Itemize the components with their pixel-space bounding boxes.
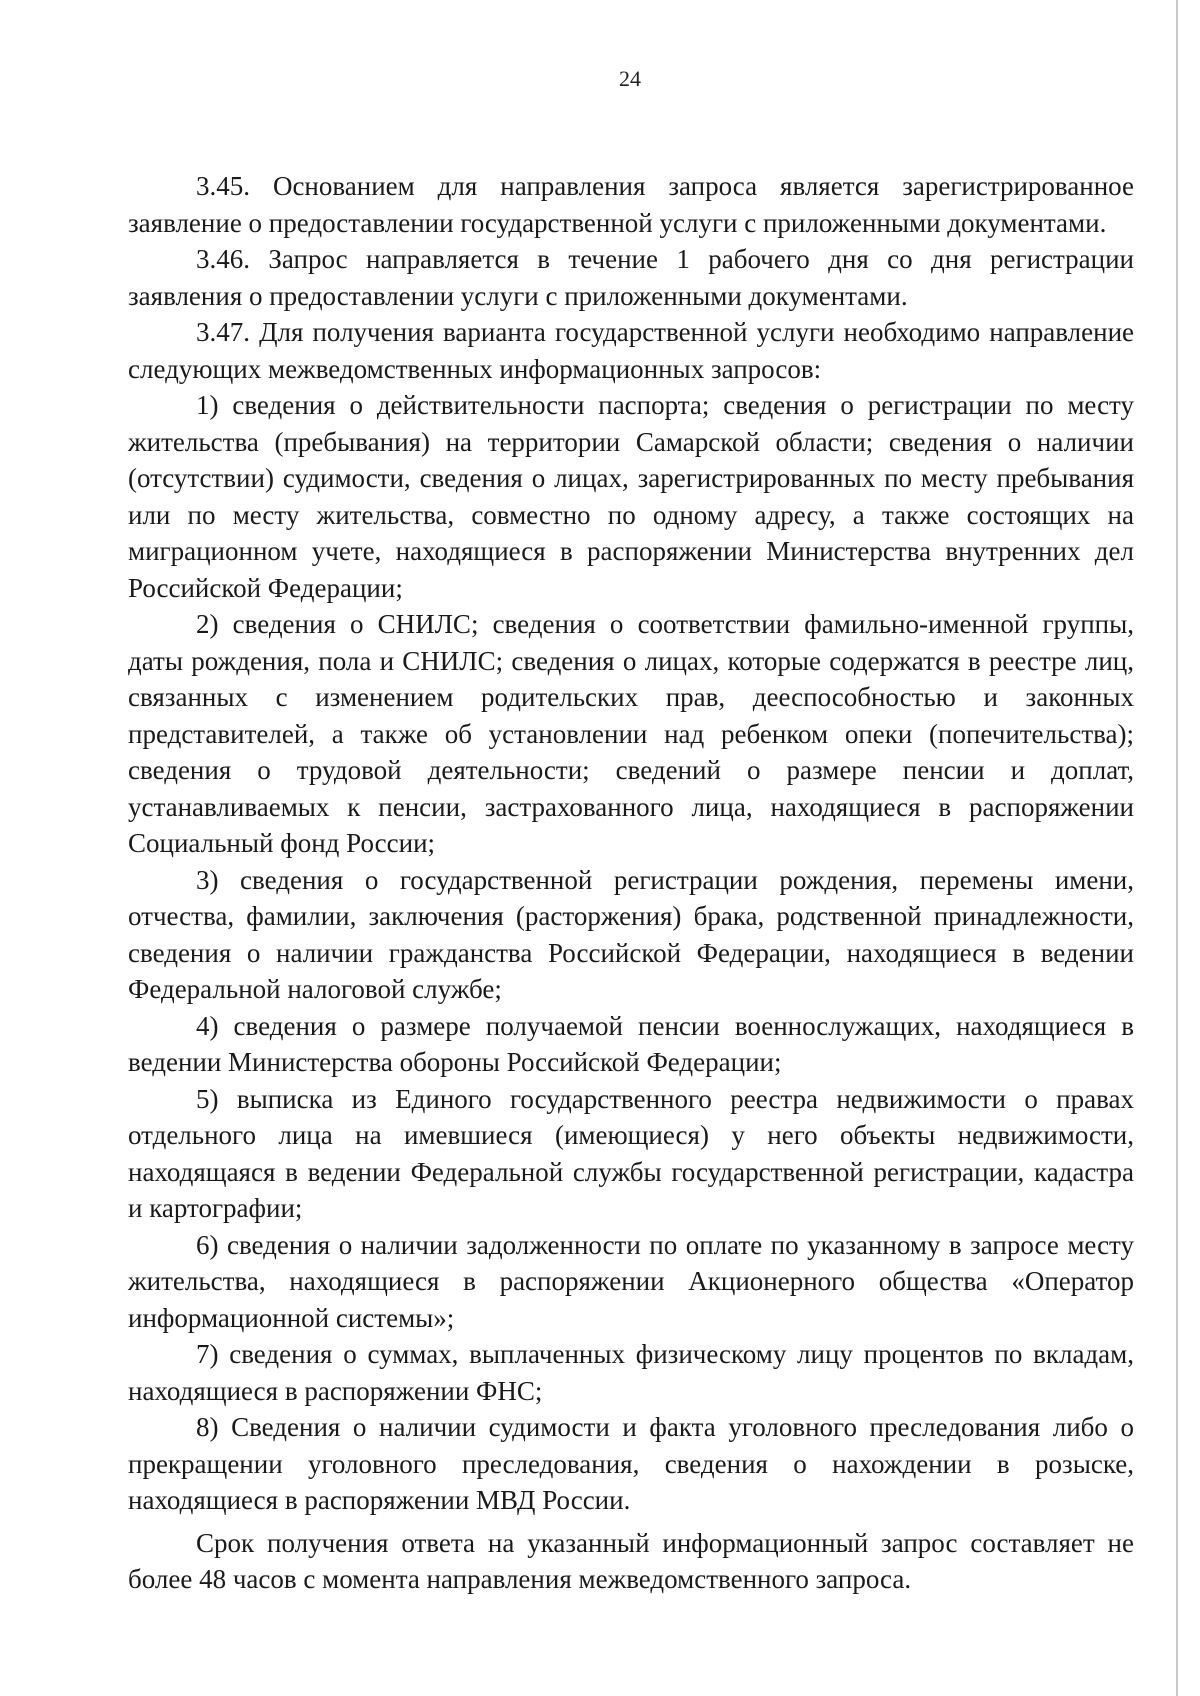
paragraph-3-46: 3.46. Запрос направляется в течение 1 рабочего дня со дня регистрации заявления о предоставлении услуги с приложенными документами. xyxy=(128,244,1134,311)
list-item-3: 3) сведения о государственной регистрации рождения, перемены имени, отчества, фамилии, заключения (расторжения) брака, родственной принадлежности, сведения о наличии гражданства Российской Федерации, находящиеся в ведении Федеральной налоговой службе; xyxy=(128,864,1134,1004)
paragraph-3-47: 3.47. Для получения варианта государственной услуги необходимо направление следующих межведомственных информационных запросов: xyxy=(128,317,1134,384)
list-item-1: 1) сведения о действительности паспорта; сведения о регистрации по месту жительства (пребывания) на территории Самарской области; сведения о наличии (отсутствии) судимости, сведения о лицах, зарегистрированных по месту пребывания или по месту жительства, совместно по одному адресу, а также состоящих на миграционном учете, находящиеся в распоряжении Министерства внутренних дел Российской Федерации; xyxy=(128,390,1134,603)
document-body xyxy=(128,168,1134,1598)
page-edge-divider xyxy=(1176,0,1178,1696)
list-item-7: 7) сведения о суммах, выплаченных физическому лицу процентов по вкладам, находящиеся в распоряжении ФНС; xyxy=(128,1339,1134,1406)
list-item-6: 6) сведения о наличии задолженности по оплате по указанному в запросе месту жительства, находящиеся в распоряжении Акционерного общества «Оператор информационной системы»; xyxy=(128,1229,1134,1333)
list-item-2: 2) сведения о СНИЛС; сведения о соответствии фамильно-именной группы, даты рождения, пола и СНИЛС; сведения о лицах, которые содержатся в реестре лиц, связанных с изменением родительских прав, дееспособностью и законных представителей, а также об установлении над ребенком опеки (попечительства); сведения о трудовой деятельности; сведений о размере пенсии и доплат, устанавливаемых к пенсии, застрахованного лица, находящиеся в распоряжении Социальный фонд России; xyxy=(128,609,1134,858)
response-deadline-paragraph: Срок получения ответа на указанный информационный запрос составляет не более 48 часов с момента направления межведомственного запроса. xyxy=(128,1527,1134,1594)
list-item-4: 4) сведения о размере получаемой пенсии военнослужащих, находящиеся в ведении Министерства обороны Российской Федерации; xyxy=(128,1010,1134,1077)
page-number: 24 xyxy=(619,66,641,91)
paragraph-3-45: 3.45. Основанием для направления запроса является зарегистрированное заявление о предоставлении государственной услуги с приложенными документами. xyxy=(128,171,1134,238)
list-item-5: 5) выписка из Единого государственного реестра недвижимости о правах отдельного лица на имевшиеся (имеющиеся) у него объекты недвижимости, находящаяся в ведении Федеральной службы государственной регистрации, кадастра и картографии; xyxy=(128,1083,1134,1223)
list-item-8: 8) Сведения о наличии судимости и факта уголовного преследования либо о прекращении уголовного преследования, сведения о нахождении в розыске, находящиеся в распоряжении МВД России. xyxy=(128,1412,1134,1515)
